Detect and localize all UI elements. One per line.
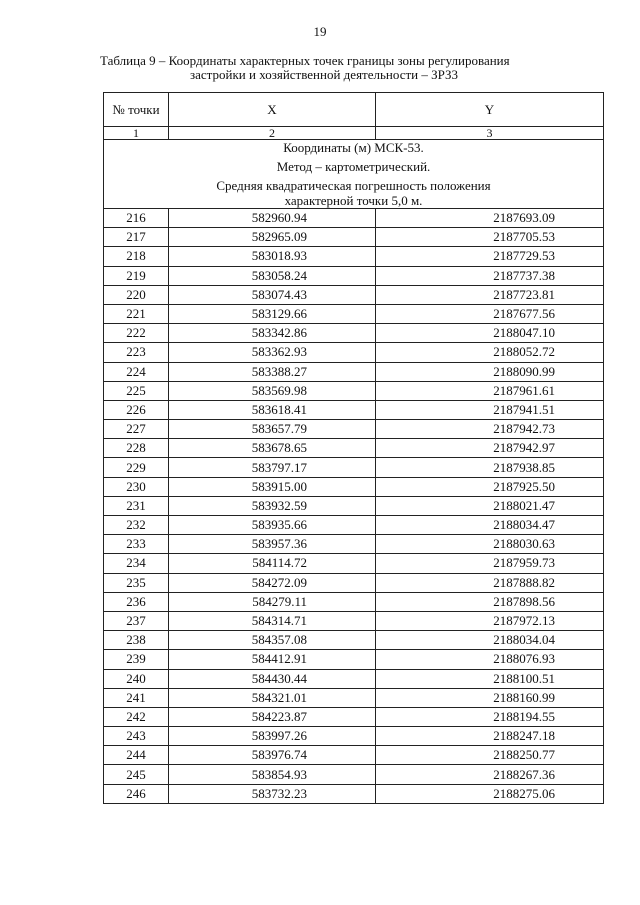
y-coordinate-cell: 2187961.61 [376,381,604,400]
x-coordinate-cell: 583074.43 [169,285,376,304]
point-number-cell: 230 [104,477,169,496]
point-number-cell: 220 [104,285,169,304]
coordinates-table [103,92,604,804]
point-number-cell: 236 [104,592,169,611]
accuracy-line-2: характерной точки 5,0 м. [284,193,423,208]
point-number-cell: 216 [104,209,169,228]
table-row [104,516,604,535]
x-coordinate-cell: 583569.98 [169,381,376,400]
x-coordinate-cell: 584114.72 [169,554,376,573]
x-coordinate-cell: 583129.66 [169,304,376,323]
caption-label: Таблица 9 – [100,53,169,68]
table-row [104,611,604,630]
x-coordinate-cell: 583932.59 [169,496,376,515]
point-number-cell: 222 [104,324,169,343]
column-number: 3 [376,127,604,140]
coordinate-system: Координаты (м) МСК-53. [283,140,424,155]
point-number-cell: 233 [104,535,169,554]
point-number-cell: 240 [104,669,169,688]
y-coordinate-cell: 2188267.36 [376,765,604,784]
table-row [104,554,604,573]
y-coordinate-cell: 2188021.47 [376,496,604,515]
y-coordinate-cell: 2187693.09 [376,209,604,228]
y-coordinate-cell: 2188250.77 [376,746,604,765]
column-number: 2 [169,127,376,140]
x-coordinate-cell: 583854.93 [169,765,376,784]
table-row [104,631,604,650]
y-coordinate-cell: 2187705.53 [376,228,604,247]
table-row [104,458,604,477]
x-coordinate-cell: 583976.74 [169,746,376,765]
x-coordinate-cell: 583362.93 [169,343,376,362]
x-coordinate-cell: 583915.00 [169,477,376,496]
y-coordinate-cell: 2188034.47 [376,516,604,535]
point-number-cell: 243 [104,727,169,746]
y-coordinate-cell: 2188030.63 [376,535,604,554]
coordinate-system-row [104,140,604,209]
coordinate-system-info [104,140,604,209]
y-coordinate-cell: 2188275.06 [376,784,604,803]
x-coordinate-cell: 583678.65 [169,439,376,458]
x-coordinate-cell: 584314.71 [169,611,376,630]
point-number-cell: 244 [104,746,169,765]
point-number-cell: 228 [104,439,169,458]
x-coordinate-cell: 584279.11 [169,592,376,611]
x-coordinate-cell: 584272.09 [169,573,376,592]
y-coordinate-cell: 2188100.51 [376,669,604,688]
point-number-cell: 241 [104,688,169,707]
table-row [104,266,604,285]
table-row [104,477,604,496]
table-row [104,784,604,803]
point-number-cell: 223 [104,343,169,362]
table-row [104,650,604,669]
table-row [104,727,604,746]
x-coordinate-cell: 583342.86 [169,324,376,343]
table-row [104,496,604,515]
point-number-cell: 242 [104,707,169,726]
point-number-cell: 239 [104,650,169,669]
y-coordinate-cell: 2188047.10 [376,324,604,343]
table-row [104,304,604,323]
table-row [104,669,604,688]
y-coordinate-cell: 2187898.56 [376,592,604,611]
x-coordinate-cell: 583957.36 [169,535,376,554]
page-number: 19 [313,24,327,39]
x-coordinate-cell: 583388.27 [169,362,376,381]
point-number-cell: 246 [104,784,169,803]
point-number-cell: 234 [104,554,169,573]
point-number-cell: 238 [104,631,169,650]
x-coordinate-cell: 584223.87 [169,707,376,726]
x-coordinate-cell: 582960.94 [169,209,376,228]
point-number-cell: 226 [104,400,169,419]
column-number: 1 [104,127,169,140]
table-row [104,707,604,726]
y-coordinate-cell: 2187959.73 [376,554,604,573]
point-number-cell: 225 [104,381,169,400]
point-number-cell: 229 [104,458,169,477]
y-coordinate-cell: 2187941.51 [376,400,604,419]
y-coordinate-cell: 2187942.73 [376,420,604,439]
table-caption [100,54,600,82]
table-row [104,746,604,765]
y-coordinate-cell: 2188076.93 [376,650,604,669]
x-coordinate-cell: 584357.08 [169,631,376,650]
table-row [104,765,604,784]
table-row [104,285,604,304]
point-number-cell: 224 [104,362,169,381]
y-coordinate-cell: 2187942.97 [376,439,604,458]
point-number-cell: 245 [104,765,169,784]
x-coordinate-cell: 582965.09 [169,228,376,247]
table-row [104,247,604,266]
x-coordinate-cell: 583732.23 [169,784,376,803]
table-row [104,439,604,458]
caption-line-1 [100,54,600,68]
x-coordinate-cell: 584321.01 [169,688,376,707]
point-number-cell: 218 [104,247,169,266]
y-coordinate-cell: 2187888.82 [376,573,604,592]
table-row [104,535,604,554]
column-number-row [104,127,604,140]
table-row [104,228,604,247]
x-coordinate-cell: 583935.66 [169,516,376,535]
header-x: X [169,93,376,127]
table-row [104,420,604,439]
x-coordinate-cell: 584412.91 [169,650,376,669]
y-coordinate-cell: 2187729.53 [376,247,604,266]
table-row [104,362,604,381]
table-row [104,381,604,400]
x-coordinate-cell: 584430.44 [169,669,376,688]
y-coordinate-cell: 2187677.56 [376,304,604,323]
table-row [104,343,604,362]
y-coordinate-cell: 2188247.18 [376,727,604,746]
header-y: Y [376,93,604,127]
caption-title: Координаты характерных точек границы зоны регулирования [168,53,510,68]
y-coordinate-cell: 2187723.81 [376,285,604,304]
table-row [104,688,604,707]
table-row [104,573,604,592]
y-coordinate-cell: 2188034.04 [376,631,604,650]
y-coordinate-cell: 2188194.55 [376,707,604,726]
x-coordinate-cell: 583058.24 [169,266,376,285]
y-coordinate-cell: 2187737.38 [376,266,604,285]
table-row [104,400,604,419]
x-coordinate-cell: 583618.41 [169,400,376,419]
x-coordinate-cell: 583018.93 [169,247,376,266]
table-row [104,209,604,228]
table-header-row [104,93,604,127]
point-number-cell: 217 [104,228,169,247]
y-coordinate-cell: 2187972.13 [376,611,604,630]
point-number-cell: 235 [104,573,169,592]
point-number-cell: 237 [104,611,169,630]
table-row [104,324,604,343]
survey-method: Метод – картометрический. [276,159,431,174]
y-coordinate-cell: 2187938.85 [376,458,604,477]
x-coordinate-cell: 583797.17 [169,458,376,477]
y-coordinate-cell: 2188160.99 [376,688,604,707]
point-number-cell: 231 [104,496,169,515]
table-body [104,209,604,804]
y-coordinate-cell: 2187925.50 [376,477,604,496]
x-coordinate-cell: 583997.26 [169,727,376,746]
x-coordinate-cell: 583657.79 [169,420,376,439]
accuracy-line-1: Средняя квадратическая погрешность положения [216,178,491,193]
y-coordinate-cell: 2188052.72 [376,343,604,362]
caption-line-2: застройки и хозяйственной деятельности – ЗРЗ3 [190,67,459,82]
point-number-cell: 227 [104,420,169,439]
y-coordinate-cell: 2188090.99 [376,362,604,381]
table-row [104,592,604,611]
point-number-cell: 232 [104,516,169,535]
point-number-cell: 219 [104,266,169,285]
point-number-cell: 221 [104,304,169,323]
header-point-number: № точки [104,93,169,127]
